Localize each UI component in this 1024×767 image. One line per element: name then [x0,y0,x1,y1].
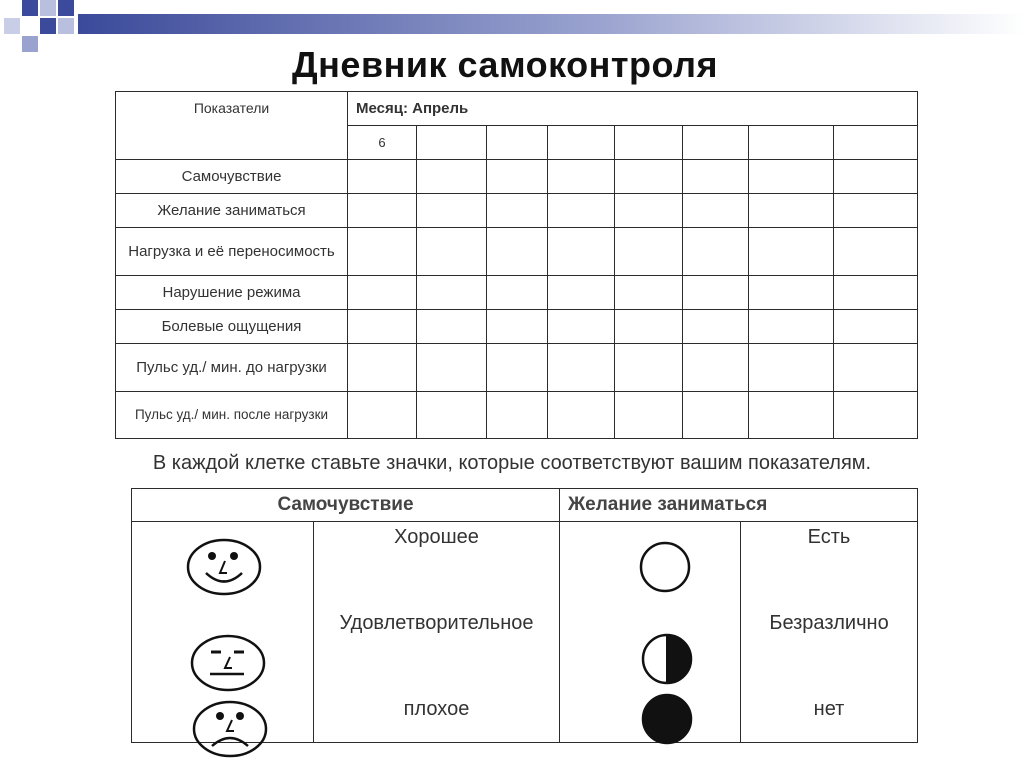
wellbeing-labels-cell [314,522,560,743]
indicators-header: Показатели [116,92,348,160]
entry-cell [834,392,918,439]
entry-cell [487,228,548,276]
filled-circle-icon [640,692,694,746]
day-cell [834,126,918,160]
table-row [116,228,918,276]
entry-cell [417,194,487,228]
entry-cell [749,392,834,439]
entry-cell [348,160,417,194]
entry-cell [683,310,749,344]
entry-cell [749,160,834,194]
day-cell [749,126,834,160]
instruction-text: В каждой клетке ставьте значки, которые соответствуют вашим показателям. [152,452,872,474]
desire-yes-label: Есть [807,526,851,548]
table-row [116,392,918,439]
wellbeing-bad-label: плохое [403,698,470,720]
entry-cell [615,228,683,276]
entry-cell [417,276,487,310]
indicator-label: Болевые ощущения [116,310,348,344]
day-cell [548,126,615,160]
entry-cell [834,194,918,228]
entry-cell [834,276,918,310]
table-row [116,276,918,310]
entry-cell [683,194,749,228]
day-cell [417,126,487,160]
entry-cell [487,310,548,344]
entry-cell [348,276,417,310]
entry-cell [417,344,487,392]
indicator-label: Желание заниматься [116,194,348,228]
entry-cell [683,392,749,439]
entry-cell [417,392,487,439]
half-filled-circle-icon [640,632,694,686]
wellbeing-satisfactory-label: Удовлетворительное [339,612,534,634]
legend-table [131,488,918,743]
entry-cell [348,344,417,392]
entry-cell [548,392,615,439]
entry-cell [548,310,615,344]
entry-cell [417,160,487,194]
day-cell: 6 [348,126,417,160]
entry-cell [487,160,548,194]
entry-cell [487,344,548,392]
entry-cell [749,194,834,228]
wellbeing-good-label: Хорошее [394,526,479,548]
self-control-diary-table [115,91,918,439]
entry-cell [683,160,749,194]
empty-circle-icon [638,540,692,594]
bad-face-icon [192,700,268,758]
entry-cell [487,392,548,439]
month-header: Месяц: Апрель [348,92,918,126]
entry-cell [548,194,615,228]
entry-cell [615,160,683,194]
entry-cell [615,310,683,344]
entry-cell [834,160,918,194]
neutral-face-icon [190,634,266,692]
entry-cell [683,228,749,276]
entry-cell [348,310,417,344]
indicator-label: Самочувствие [116,160,348,194]
table-row [116,344,918,392]
entry-cell [348,228,417,276]
entry-cell [834,310,918,344]
entry-cell [348,194,417,228]
desire-indifferent-label: Безразлично [769,612,889,634]
entry-cell [683,344,749,392]
indicator-label: Пульс уд./ мин. после нагрузки [116,392,348,439]
entry-cell [615,194,683,228]
desire-labels-cell [741,522,918,743]
day-cell [487,126,548,160]
entry-cell [615,392,683,439]
entry-cell [615,276,683,310]
desire-icons-cell [560,522,741,743]
indicator-label: Нагрузка и её переносимость [116,228,348,276]
entry-cell [749,310,834,344]
entry-cell [834,344,918,392]
entry-cell [615,344,683,392]
entry-cell [487,276,548,310]
good-face-icon [186,538,262,596]
day-cell [615,126,683,160]
entry-cell [749,276,834,310]
entry-cell [417,228,487,276]
entry-cell [683,276,749,310]
entry-cell [749,228,834,276]
desire-no-label: нет [813,698,845,720]
page-title: Дневник самоконтроля [292,44,718,85]
entry-cell [487,194,548,228]
entry-cell [548,160,615,194]
entry-cell [417,310,487,344]
table-row [116,310,918,344]
entry-cell [834,228,918,276]
desire-legend-header: Желание заниматься [560,489,918,522]
entry-cell [749,344,834,392]
day-cell [683,126,749,160]
table-row [116,160,918,194]
wellbeing-icons-cell [132,522,314,743]
entry-cell [348,392,417,439]
table-row [116,194,918,228]
entry-cell [548,344,615,392]
wellbeing-legend-header: Самочувствие [132,489,560,522]
entry-cell [548,228,615,276]
indicator-label: Пульс уд./ мин. до нагрузки [116,344,348,392]
entry-cell [548,276,615,310]
indicator-label: Нарушение режима [116,276,348,310]
